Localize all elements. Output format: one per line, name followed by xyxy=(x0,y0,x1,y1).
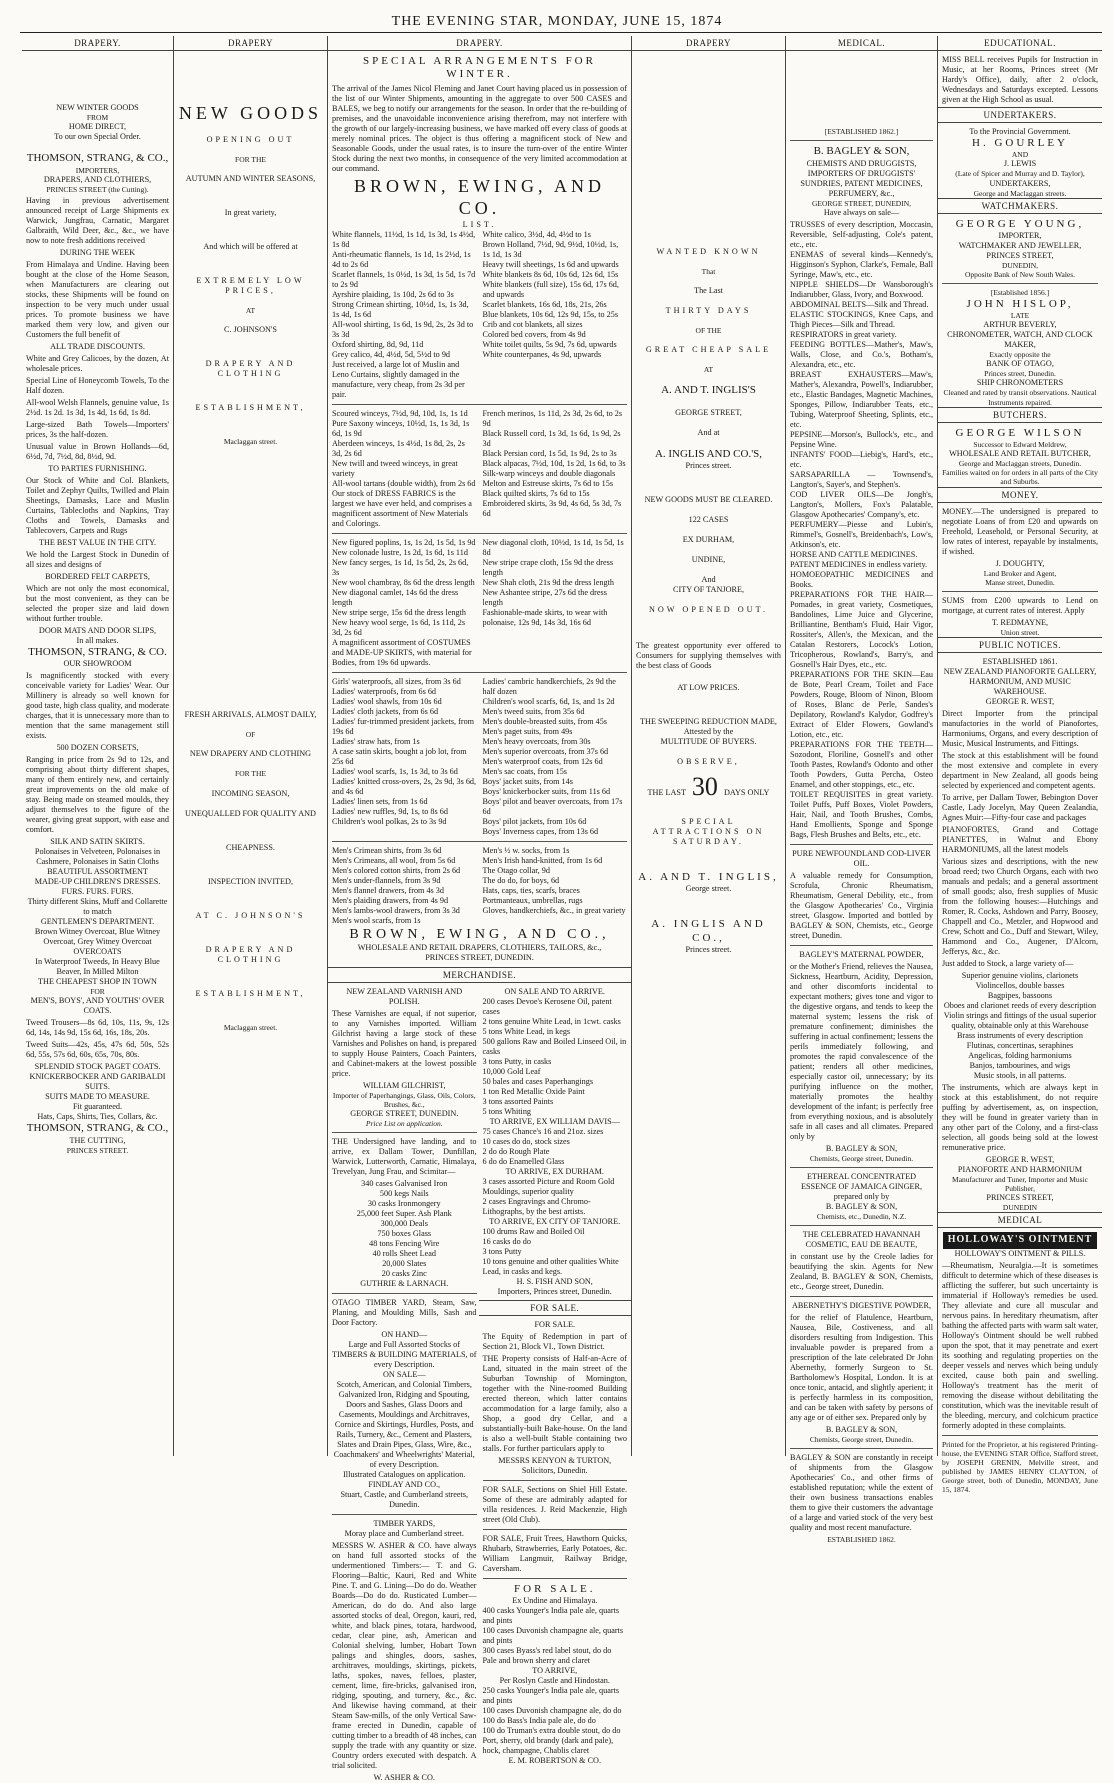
section-heading: DRAPERY. xyxy=(328,36,631,51)
column-1 xyxy=(22,36,174,1456)
heading: BORDERED FELT CARPETS, xyxy=(45,571,150,581)
paragraph: Tweed Trousers—8s 6d, 10s, 11s, 9s, 12s 6d, 14s, 14s 9d, 15s 6d, 16s, 18s, 20s. xyxy=(26,1018,169,1038)
heading: TO ARRIVE, EX WILLIAM DAVIS— xyxy=(489,1116,620,1126)
text: GEORGE STREET, DUNEDIN, xyxy=(811,198,912,208)
text: That xyxy=(701,266,716,276)
text: Land Broker and Agent, xyxy=(983,568,1057,578)
paragraph: THE Undersigned have landing, and to arrive, ex Dallam Tower, Dunfillan, Warwick, Lutterworth, Carnatic, Himalaya, Trevelyan, Jung Frau, and Scimitar— xyxy=(332,1137,477,1177)
firm-name: A. AND T. INGLIS, xyxy=(638,870,779,883)
firm-name: BROWN, EWING, AND CO. xyxy=(354,175,605,218)
firm-name: THOMSON, STRANG, & CO., xyxy=(26,1122,169,1135)
paragraph: Special Line of Honeycomb Towels, To the Half dozen. xyxy=(26,375,169,395)
text: [Established 1856.] xyxy=(990,288,1050,298)
text: Exactly opposite the xyxy=(989,350,1051,360)
thirty-days-line xyxy=(636,771,781,803)
heading: EX DURHAM, xyxy=(682,535,735,545)
heading: NEW ZEALAND VARNISH AND POLISH. xyxy=(346,986,463,1006)
heading: BEAUTIFUL ASSORTMENT xyxy=(47,867,148,877)
firm-name: JOHN HISLOP, xyxy=(966,297,1074,310)
heading: TO ARRIVE, EX DURHAM. xyxy=(505,1166,604,1176)
heading: THE SWEEPING REDUCTION MADE, xyxy=(640,717,777,727)
product-list: TRUSSES of every description, Moccasin, Reversible, Self-adjusting, Cole's patent, etc., etc. ENEMAS of several kinds—Kennedy's, Higginson's Syphon, Clarke's, Female, Ball Syringe, Maw's, etc., etc. NIPPLE SHIELDS—Dr Wansborough's Indiarubber, Glass, Ivory, and Boxwood. ABDOMINAL BELTS—Silk and Thread. ELASTIC STOCKINGS, Knee Caps, and Thigh Pieces—Silk and Thread. RESPIRATORS in great variety. FEEDING BOTTLES—Mather's, Maw's, Walls, Close, and Co.'s, Botham's, Alexandra, etc., etc. BREAST EXHAUSTERS—Maw's, Mather's, Alexandra, Powell's, Indiarubber, etc., Elastic Bandages, Magnetic Machines, Sponges, Pillow, Indiarubber Teats, etc., Tubing, Waterproof Sheeting, Splints, etc., etc. PEPSINE—Morson's, Bullock's, etc., and Pepsine Wine. INFANTS' FOOD—Liebig's, Hard's, etc., etc. SARSAPARILLA — Townsend's, Langton's, Sayer's, and Stephen's. COD LIVER OILS—De Jongh's, Langton's, Mollers, Fox's Palatable, Glasgow Apothecaries' Company's, etc. PERFUMERY—Piesse and Lubin's, Rimmel's, Gosnell's, Breidenbach's, Low's, Atkinson's, etc. HORSE AND CATTLE MEDICINES. PATENT MEDICINES in endless variety. HOMOEOPATHIC MEDICINES and Books. PREPARATIONS FOR THE HAIR—Pomades, in great variety, Cosmetiques, Bandolines, Lime Juice and Glycerine, Brilliantine, Bentham's Fluid, Hair Vigor, Rossiter's, Allen's, the Mexican, and the Catalan Restorers, Locock's Lotion, Tricopherous, Rowland's, Barry's, and Gosnell's Hair Dyes, etc., etc. PREPARATIONS FOR THE SKIN—Eau de Bote, Pearl Cream, Toilet and Face Powders, Rouge, Bloom of Ninon, Bloom of Roses, Blanc de Perle, Sandes's Depilatory, Rowland's Kalydor, Godfrey's Extract of Elder Flowers, Gowland's Lotion, etc., etc. PREPARATIONS FOR THE TEETH—Sozodont, Floriline, Gosnell's and other Tooth Pastes, Rowland's Odonto and other Tooth Powders, Gutta Percha, Osteo Enamel, and other stoppings, etc., etc. TOILET REQUISITES in great variety. Toilet Puffs, Puff Boxes, Violet Powders, Hair, Nail, and Tooth Brushes, Combs, Hand Emollients, Sponge and Sponge Bags, Flesh Brushes and Belts, etc., etc. xyxy=(790,219,933,839)
heading: EXTREMELY LOW PRICES, xyxy=(196,276,305,296)
heading: ABERNETHY'S DIGESTIVE POWDER, xyxy=(791,1300,932,1310)
text: Attested by the xyxy=(683,727,734,737)
section-heading: FOR SALE. xyxy=(479,1300,632,1316)
text: IMPORTERS OF DRUGGISTS' SUNDRIES, PATENT MEDICINES, xyxy=(800,168,923,188)
text: PRINCES STREET, xyxy=(986,1193,1054,1203)
heading: SPLENDID STOCK PAGET COATS. xyxy=(34,1062,161,1072)
holloway-banner xyxy=(942,1232,1098,1248)
text: DUNEDIN xyxy=(1002,1203,1038,1213)
text: HOME DIRECT, xyxy=(68,122,127,132)
columns xyxy=(22,36,1102,1783)
heading: LIST. xyxy=(462,219,497,229)
price-list xyxy=(332,846,627,926)
text: Princes street. xyxy=(685,945,732,955)
firm-name: H. GOURLEY xyxy=(972,136,1068,149)
paragraph: Is magnificently stocked with every conceivable variety for Ladies' Wear. Our Millinery is already so well known for good taste, high class quality, and moderate charges, that it is unnecessary more than to mention that the same management still exists. xyxy=(26,671,169,741)
paragraph: To arrive, per Dallam Tower, Bebington Dover Castle, Lady Jocelyn, May Queen Zealandia, Agnes Muir:—Fifty-four case and packages xyxy=(942,792,1098,822)
text: George and Maclaggan streets. xyxy=(973,188,1067,198)
text: Manufacturer and Tuner, Importer and Music Publisher, xyxy=(952,1174,1088,1194)
heading: UNDINE, xyxy=(691,555,726,565)
price-list-left: White flannels, 11½d, 1s 1d, 1s 3d, 1s 4½d, 1s 8d Anti-rheumatic flannels, 1s 1d, 1s 2½d, 1s 4d to 2s 6d Scarlet flannels, 1s 0½d, 1s 3d, 1s 5d, 1s 7d to 2s 9d Ayrshire plaiding, 1s 10d, 2s 6d to 3s Strong Crimean shirting, 10½d, 1s, 1s 3d, 1s 4d, 1s 6d All-wool shirting, 1s 6d, 1s 9d, 2s, 2s 3d to 3s 3d Oxford shirting, 8d, 9d, 11d Grey calico, 4d, 4½d, 5d, 5½d to 9d Just received, a large lot of Muslin and Leno Curtains, slightly damaged in the manufacture, very cheap, from 2s 3d per pair. xyxy=(332,229,476,399)
number-30: 30 xyxy=(691,772,718,802)
paragraph: Unusual value in Brown Hollands—6d, 6½d, 7d, 7½d, 8d, 8½d, 9d. xyxy=(26,441,169,461)
cargo-list: 3 cases assorted Picture and Room Gold Mouldings, superior quality 2 cases Engravings and Chromo-Lithographs, by the best artists. xyxy=(482,1176,615,1216)
text: Thirty different Skins, Muff and Collarette to match xyxy=(27,897,168,917)
paragraph: From Himalaya and Undine. Having been bought at the close of the Home Season, when Manufacturers are clearing out stocks, these Shipments will be found on inspection to be very much under usual prices. To promote business we have marked them very low, and given our Customers the full benefit of xyxy=(26,259,169,339)
cargo-list: 400 casks Younger's India pale ale, quarts and pints 100 cases Duvonish champagne ale, quarts and pints 300 cases Byass's red label stout, do do Pale and brown sherry and claret xyxy=(482,1606,624,1666)
text: Scotch, American, and Colonial Timbers, Galvanized Iron, Ridging and Spouting, Doors and Sashes, Glass Doors and Casements, Mouldings and Architraves, Cornice and Skirtings, Hurdles, Posts, and Rails, Turnery, &c., Cement and Plasters, Slates and Drain Pipes, Glass, Wire, &c., Coachmakers' and Wheelwrights' Material, of every Description. xyxy=(333,1380,475,1470)
text: Ex Undine and Himalaya. xyxy=(512,1596,598,1606)
paragraph: White and Grey Calicoes, by the dozen, At wholesale prices. xyxy=(26,353,169,373)
paragraph: THE Property consists of Half-an-Acre of Land, situated in the main street of the Suburban Township of Mornington, together with the Nine-roomed Building erected thereon, which latter contains accommodation for a large family, also a Shop, a good dry Cellar, and a substantially-built Bake-house. On the land is also a well-built Stable containing two stalls. For further particulars apply to xyxy=(482,1353,627,1453)
text: J. DOUGHTY, xyxy=(995,558,1045,568)
heading: FRESH ARRIVALS, ALMOST DAILY, xyxy=(184,710,317,720)
paragraph: A valuable remedy for Consumption, Scrofula, Chronic Rheumatism, Rheumatism, General Debility, etc., from the Glasgow Apothecaries' Co., Virginia street, Glasgow. Imported and bottled by BAGLEY & SON, Chemists, etc., George street, Dunedin. xyxy=(790,870,933,940)
section-heading: DRAPERY xyxy=(174,36,327,51)
paragraph: Large-sized Bath Towels—Importers' prices, 3s the half-dozen. xyxy=(26,419,169,439)
paragraph: BAGLEY & SON are constantly in receipt of shipments from the Glasgow Apothecaries' Co., and other firms of established reputation; while the extent of their own business transactions enables them to give their customers the advantage of a large and varied stock of the very best quality and most recent manufacture. xyxy=(790,1453,933,1533)
paragraph: Just added to Stock, a large variety of— xyxy=(942,958,1074,968)
text: In Waterproof Tweeds, In Heavy Blue Beaver, In Milled Milton xyxy=(35,957,160,977)
heading: PURE NEWFOUNDLAND COD-LIVER OIL. xyxy=(792,848,931,868)
text: B. BAGLEY & SON, xyxy=(825,1143,898,1153)
heading: KNICKERBOCKER AND GARIBALDI SUITS. xyxy=(29,1072,166,1092)
masthead: THE EVENING STAR, MONDAY, JUNE 15, 1874 xyxy=(391,14,723,29)
text: B. BAGLEY & SON, xyxy=(825,1201,898,1211)
heading: SHIP CHRONOMETERS xyxy=(976,378,1064,388)
section-heading: MEDICAL. xyxy=(786,36,937,51)
text: IMPORTER, xyxy=(998,231,1042,241)
text: Families waited on for orders in all parts of the City and Suburbs. xyxy=(942,468,1098,487)
heading: TO ARRIVE, xyxy=(532,1666,578,1676)
text: Moray place and Cumberland street. xyxy=(344,1529,464,1539)
instrument-list: Superior genuine violins, clarionets Violincellos, double basses Bagpipes, bassoons Oboes and clarionet reeds of every description Violin strings and fittings of the usual superior quality, obtainable only at this Warehouse Brass instruments of every description Flutinas, concertinas, seraphines Angelicas, folding harmoniums Banjos, tambourines, and wigs Music stools, in all patterns. xyxy=(943,970,1097,1080)
heading: SILK AND SATIN SKIRTS. xyxy=(50,837,145,847)
merchandise-block xyxy=(332,987,627,1783)
text: Hats, Caps, Shirts, Ties, Collars, &c. xyxy=(37,1112,158,1122)
heading: MULTITUDE OF BUYERS. xyxy=(660,737,757,747)
paragraph: Direct Importer from the principal manufactories in the world of Pianofortes, Harmoniums, Organs, and every description of Music, Musical Instruments, and Fittings. xyxy=(942,708,1098,748)
text: CHRONOMETER, WATCH, AND CLOCK MAKER, xyxy=(947,330,1093,350)
price-list-right: Men's ½ w. socks, from 1s Men's Irish hand-knitted, from 1s 6d The Otago collar, 9d The do do, for boys, 6d Hats, caps, ties, scarfs, braces Portmanteaux, umbrellas, rugs Gloves, handkerchiefs, &c., in great variety xyxy=(482,845,626,915)
text: DRAPERS, AND CLOTHIERS, xyxy=(43,174,152,184)
price-list xyxy=(332,409,627,529)
section-heading: MEDICAL xyxy=(938,1212,1102,1228)
text: J. LEWIS xyxy=(1003,159,1037,169)
section-heading: MONEY. xyxy=(938,487,1102,503)
text: Successor to Edward Meldrew, xyxy=(973,440,1067,450)
paragraph: OTAGO TIMBER YARD, Steam, Saw, Planing, and Moulding Mills, Sash and Door Factory. xyxy=(332,1298,477,1328)
text: Have always on sale— xyxy=(823,207,900,217)
paragraph: Having in previous advertisement announced receipt of Large Shipments ex Warwick, Jungfrau, Carnatic, Margaret Galbraith, Wild Deer, &c., &c., we have now to note fresh additions received xyxy=(26,195,169,245)
heading: MADE-UP CHILDREN'S DRESSES. xyxy=(34,877,161,887)
text: IMPORTERS, xyxy=(75,165,120,175)
heading: ALL TRADE DISCOUNTS. xyxy=(50,341,145,351)
text: PRINCES STREET, DUNEDIN. xyxy=(425,952,534,962)
text: OF THE xyxy=(695,326,722,336)
paragraph: The stock at this establishment will be found the most extensive and complete in every department in New Zealand, all goods being selected by experienced and competent agents. xyxy=(942,750,1098,790)
text: To our own Special Order. xyxy=(54,132,141,142)
text: Large and Full Assorted Stocks of TIMBERS & BUILDING MATERIALS, of every Description. xyxy=(332,1340,477,1370)
text: And xyxy=(701,575,716,585)
text: AT xyxy=(245,306,256,316)
firm-name: B. BAGLEY & SON, xyxy=(813,145,910,158)
text: Importer of Paperhangings, Glass, Oils, Colors, Brushes, &c., xyxy=(332,1090,476,1109)
text: AND xyxy=(1011,150,1029,160)
text: WHOLESALE AND RETAIL DRAPERS, CLOTHIERS, TAILORS, &c., xyxy=(357,942,602,952)
heading: OVERCOATS xyxy=(73,947,122,957)
text: GEORGE R. WEST, xyxy=(985,696,1055,706)
text: Stuart, Castle, and Cumberland streets, Dunedin. xyxy=(340,1490,469,1510)
price-list-left: Scoured winceys, 7½d, 9d, 10d, 1s, 1s 1d Pure Saxony winceys, 10½d, 1s, 1s 3d, 1s 6d, 1s 9d Aberdeen winceys, 1s 4½d, 1s 8d, 2s, 2s 3d, 2s 6d New twill and tweed winceys, in great variety All-wool tartans (double width), from 2s 6d Our stock of DRESS FABRICS is the largest we have ever held, and comprises a magnificent assortment of New Materials and Colorings. xyxy=(332,408,476,528)
text: Maclaggan street. xyxy=(223,1022,278,1032)
cargo-list: 75 cases Chance's 16 and 21oz. sizes 10 cases do do, stock sizes 2 do do Rough Plate 6 do do Enamelled Glass xyxy=(482,1126,604,1166)
text: Maclaggan street. xyxy=(223,437,278,447)
heading: THIRTY DAYS xyxy=(665,306,752,316)
text: GEORGE STREET, xyxy=(675,407,742,417)
text: And at xyxy=(697,427,720,437)
text: LATE xyxy=(1010,310,1030,320)
heading: ON SALE— xyxy=(382,1370,426,1380)
text: FOR xyxy=(90,987,105,997)
heading: NEW WINTER GOODS xyxy=(56,102,139,112)
price-list-left: Girls' waterproofs, all sizes, from 3s 6d Ladies' waterproofs, from 6s 6d Ladies' wool shawls, from 10s 6d Ladies' cloth jackets, from 6s 6d Ladies' fur-trimmed president jackets, from 19s 6d Ladies' straw hats, from 1s A case satin skirts, bought a job lot, from 25s 6d Ladies' wool scarfs, 1s, 1s 3d, to 3s 6d Ladies' knitted cross-overs, 2s, 2s 9d, 3s 6d, and 4s 6d Ladies' linen sets, from 1s 6d Ladies' new ruffles, 9d, 1s, to 8s 6d Children's wool polkas, 2s to 3s 9d xyxy=(332,676,477,826)
text: Chemists, George street, Dunedin. xyxy=(809,1153,914,1163)
text: PRINCES STREET (the Cutting). xyxy=(46,184,149,194)
text: Opposite Bank of New South Wales. xyxy=(964,270,1076,280)
paragraph: These Varnishes are equal, if not superior, to any Varnishes imported. William Gilchrist having a large stock of these Varnishes and Polishes on hand, is prepared to supply House Painters, Coach Painters, and Cabinet-makers at the lowest possible price. xyxy=(332,1008,477,1078)
cargo-list: 250 casks Younger's India pale ale, quarts and pints 100 cases Duvonish champagne ale, do do 100 do Bass's India pale ale, do do 100 do Truman's extra double stout, do do Port, sherry, old brandy (dark and pale), hock, champagne, Chablis claret xyxy=(482,1686,622,1756)
text: CHEMISTS AND DRUGGISTS, xyxy=(806,158,917,168)
text: DUNEDIN, xyxy=(1001,261,1039,271)
text: T. REDMAYNE, xyxy=(991,617,1049,627)
price-list-left: New figured poplins, 1s, 1s 2d, 1s 5d, 1s 9d New colonade lustre, 1s 2d, 1s 6d, 1s 11d New fancy serges, 1s 1d, 1s 5d, 2s, 2s 6d, 3s New wool chambray, 8s 6d the dress length New diagonal camlet, 14s 6d the dress length New stripe serge, 15s 6d the dress length New heavy wool serge, 1s 6d, 1s 11d, 2s 3d, 2s 6d A magnificent assortment of COSTUMES and MADE-UP SKIRTS, with material for Bodies, from 19s 6d upwards. xyxy=(332,537,476,667)
firm-name: H. S. FISH AND SON, xyxy=(516,1276,593,1286)
heading: ESTABLISHMENT, xyxy=(195,988,306,998)
heading: GREAT CHEAP SALE xyxy=(645,345,772,355)
heading: TO ARRIVE, EX CITY OF TANJORE. xyxy=(489,1216,621,1226)
paragraph: —Rheumatism, Neuralgia.—It is sometimes difficult to determine which of these diseases is afflicting the sufferer, but such uncertainty is immaterial if Holloway's remedies be used. They alleviate and cure all muscular and nervous pains. In hereditary rheumatism, after bathing the affected parts with warm salt water, Holloway's Ointment should be well rubbed upon the spot, that it may penetrate and exert its soothing and regulating properties on the deeper vessels and nerves which being unduly excited, cause both pain and swelling. Holloway's treatment has the merit of removing the disease without debilitating the constitution, which was the inevitable result of the bleeding, mercury, and colchicum practice formerly adopted in these complaints. xyxy=(942,1260,1098,1430)
text: PRINCES STREET. xyxy=(66,1145,129,1155)
section-heading: DRAPERY xyxy=(632,36,785,51)
heading: CITY OF TANJORE, xyxy=(673,585,744,595)
paragraph: FOR SALE, Sections on Shiel Hill Estate. Some of these are admirably adapted for villa residences. J. Reid Mackenzie, High street (Old Club). xyxy=(482,1484,627,1524)
heading: NEW ZEALAND PIANOFORTE GALLERY, HARMONIUM, AND MUSIC WAREHOUSE. xyxy=(943,666,1097,696)
price-list-right: New diagonal cloth, 10½d, 1s 1d, 1s 5d, 1s 8d New stripe crape cloth, 15s 9d the dress length New Shah cloth, 21s 9d the dress length New Ashantee stripe, 27s 6d the dress length Fashionable-made skirts, to wear with polonaise, 12s 9d, 14s 3d, 16s 6d xyxy=(482,537,624,627)
heading: FOR SALE. xyxy=(514,1582,596,1595)
paragraph: SUMS from £200 upwards to Lend on mortgage, at current rates of interest. Apply xyxy=(942,595,1098,615)
heading: FOR SALE. xyxy=(534,1319,575,1329)
heading: AT C. JOHNSON'S xyxy=(195,910,306,920)
text: FROM xyxy=(86,112,109,122)
masthead-rule xyxy=(20,32,1102,33)
text: FOR THE xyxy=(235,769,266,779)
paragraph: We hold the Largest Stock in Dunedin of all sizes and designs of xyxy=(26,549,169,569)
text: THE LAST xyxy=(647,788,686,798)
section-heading: BUTCHERS. xyxy=(938,407,1102,423)
text: WILLIAM GILCHRIST, xyxy=(362,1080,446,1090)
heading: AUTUMN AND WINTER SEASONS, xyxy=(185,174,316,184)
text: Brown Witney Overcoat, Blue Witney Overcoat, Grey Witney Overcoat xyxy=(34,927,161,947)
text: BANK OF OTAGO, xyxy=(986,359,1054,369)
column-4 xyxy=(632,36,786,1456)
heading: NEW GOODS xyxy=(178,102,323,123)
text: B. BAGLEY & SON, xyxy=(825,1424,898,1434)
firm-name: THOMSON, STRANG, & CO. xyxy=(28,645,167,658)
text: George street. xyxy=(685,884,732,894)
heading: UNEQUALLED FOR QUALITY AND xyxy=(185,808,316,818)
heading: NOW OPENED OUT. xyxy=(648,605,769,615)
text: FOR THE xyxy=(235,154,266,164)
price-list xyxy=(332,677,627,837)
text: PIANOFORTE AND HARMONIUM xyxy=(957,1164,1083,1174)
heading: DOOR MATS AND DOOR SLIPS, xyxy=(38,625,157,635)
text: Illustrated Catalogues on application. xyxy=(343,1470,466,1480)
heading: NEW GOODS MUST BE CLEARED. xyxy=(644,495,773,505)
text: George and Maclaggan streets, Dunedin. xyxy=(958,459,1082,469)
cargo-list: 100 drums Raw and Boiled Oil 16 casks do do 3 tons Putty 10 tons genuine and other qualities White Lead, in casks and kegs. xyxy=(482,1226,619,1276)
heading: SPECIAL ATTRACTIONS ON SATURDAY. xyxy=(652,816,765,846)
paragraph: The arrival of the James Nicol Fleming and Janet Court having placed us in possession of the list of our Winter Shipments, amounting in the aggregate to over 500 CASES and BALES, we beg to notify our arrangements for the season. In order that the re-building of premises, and the unavoidable inconvenience arising therefrom, may not interfere with the growth of our largely-increasing business, we have marked off every class of goods at merely nominal prices. The object is thus offering a magnificent stock of New and Seasonable Goods, under the usual rates, is to insure the turn-over of the entire Winter Stock during the next two months, in consequence of the very limited accommodation at our command. xyxy=(332,83,627,173)
text: prepared only by xyxy=(833,1191,890,1201)
heading: DURING THE WEEK xyxy=(59,247,136,257)
text: ESTABLISHED 1862. xyxy=(827,1535,896,1545)
text: OF xyxy=(245,730,256,740)
heading: GENTLEMEN'S DEPARTMENT. xyxy=(40,917,155,927)
heading: CHEAPNESS. xyxy=(226,842,275,852)
text: And which will be offered at xyxy=(203,242,298,252)
heading: TIMBER YARDS, xyxy=(373,1519,436,1529)
section-heading: UNDERTAKERS. xyxy=(938,107,1102,123)
merchandise-left xyxy=(332,987,477,1783)
text: Manse street, Dunedin. xyxy=(985,577,1055,587)
heading: C. JOHNSON'S xyxy=(224,325,277,335)
section-heading: DRAPERY. xyxy=(22,36,173,51)
heading: ETHEREAL CONCENTRATED ESSENCE OF JAMAICA GINGER, xyxy=(800,1171,922,1191)
heading: DRAPERY AND CLOTHING xyxy=(205,944,296,964)
text: UNDERTAKERS, xyxy=(989,178,1051,188)
text: GEORGE STREET, DUNEDIN. xyxy=(350,1109,459,1119)
text: Solicitors, Dunedin. xyxy=(521,1465,588,1475)
imprint: Printed for the Proprietor, at his registered Printing-house, the EVENING STAR Office, Stafford street, by JOSEPH GRENIN, Melville street, and published by JAMES HENRY CLAYTON, of George street, both of Dunedin, MONDAY, June 15, 1874. xyxy=(942,1439,1098,1495)
paragraph: MONEY.—The undersigned is prepared to negotiate Loans of from £20 and upwards on Freehold, Leasehold, or Personal Security, at low rates of interest, repayable by instalments, if wished. xyxy=(942,506,1098,556)
paragraph: MISS BELL receives Pupils for Instruction in Music, at her Rooms, Princes street (Mr Hardy's Office), daily, after 2 o'clock, Wednesdays and Saturdays excepted. Lessons given at the High School as usual. xyxy=(942,54,1098,104)
merchandise-right xyxy=(483,987,628,1783)
heading: DRAPERY AND CLOTHING xyxy=(205,359,296,379)
text: The Last xyxy=(694,286,723,296)
heading: FURS. FURS. FURS. xyxy=(61,887,134,897)
text: Princes street. xyxy=(685,461,732,471)
paragraph: Various sizes and descriptions, with the new broad reed; two Church Organs, each with two manuals and pedals; and a general assortment of small goods; also, fresh supplies of Music from the following houses:—Hutchings and Romer, R. Cocks, Ashdown and Parry, Boosey, Chappell and Co., Metzler, and Hopwood and Crew, Schott and Co., Duff and Stewart, Wiley, Hammond and Co., Augener, D'Alcorn, Jefferys, &c., &c. xyxy=(942,856,1098,956)
firm-name: A. AND T. INGLIS'S xyxy=(661,384,756,397)
heading: THE CELEBRATED HAVANNAH COSMETIC, EAU DE BEAUTE, xyxy=(802,1229,921,1249)
price-list xyxy=(332,230,627,400)
heading: TO PARTIES FURNISHING. xyxy=(48,463,147,473)
text: DAYS ONLY xyxy=(723,788,770,798)
heading: ON SALE AND TO ARRIVE. xyxy=(504,986,605,996)
price-list xyxy=(332,538,627,668)
column-6 xyxy=(938,36,1102,1495)
heading: THE CHEAPEST SHOP IN TOWN xyxy=(38,977,157,987)
text: In all makes. xyxy=(76,635,119,645)
heading: AT LOW PRICES. xyxy=(677,683,740,693)
heading: 122 CASES xyxy=(688,515,729,525)
column-5 xyxy=(786,36,938,1545)
text: Chemists, George street, Dunedin. xyxy=(809,1434,914,1444)
firm-name: THOMSON, STRANG, & CO., xyxy=(26,152,169,165)
paragraph: The instruments, which are always kept in stock at this establishment, do not require puffing by advertisement, as, on inspection, they will be found in greater variety than in any other part of the Colony, and a first-class selection, all goods being sold at the lowest remunerative price. xyxy=(942,1082,1098,1152)
text: Polonaises in Velveteen, Polonaises in Cashmere, Polonaises in Satin Cloths xyxy=(34,847,161,867)
text: GEORGE R. WEST, xyxy=(985,1154,1055,1164)
heading: 500 DOZEN CORSETS, xyxy=(56,743,139,753)
text: WATCHMAKER AND JEWELLER, xyxy=(958,241,1082,251)
text: WHOLESALE AND RETAIL BUTCHER, xyxy=(949,449,1091,459)
firm-name: GEORGE YOUNG, xyxy=(955,217,1085,230)
text: PRINCES STREET, xyxy=(986,251,1054,261)
paragraph: in constant use by the Creole ladies for beautifying the skin. Agents for New Zealand, B. BAGLEY & SON, Chemists, etc., George street, Dunedin. xyxy=(790,1251,933,1291)
section-heading: WATCHMAKERS. xyxy=(938,198,1102,214)
heading: THE BEST VALUE IN THE CITY. xyxy=(38,537,157,547)
heading: WANTED KNOWN xyxy=(656,246,761,256)
price-list-left: Men's Crimean shirts, from 3s 6d Men's Crimeans, all wool, from 5s 6d Men's colored cotton shirts, from 2s 6d Men's under-flannels, from 3s 9d Men's flannel drawers, from 4s 3d Men's plaiding drawers, from 4s 9d Men's lambs-wool drawers, from 3s 3d Men's wool scarfs, from 1s xyxy=(332,845,461,925)
firm-name: E. M. ROBERTSON & CO. xyxy=(508,1756,602,1766)
price-list-right: White calico, 3½d, 4d, 4½d to 1s Brown Holland, 7½d, 9d, 9½d, 10½d, 1s, 1s 1d, 1s 3d Heavy twill sheetings, 1s 6d and upwards White blankets 8s 6d, 10s 6d, 12s 6d, 15s White blankets (full size), 15s 6d, 17s 6d, and upwards Scarlet blankets, 16s 6d, 18s, 21s, 26s Blue blankets, 10s 6d, 12s 9d, 15s, to 25s Crib and cot blankets, all sizes Colored bed covers, from 4s 9d White toilet quilts, 5s 9d, 7s 6d, upwards White counterpanes, 4s 9d, upwards xyxy=(482,229,619,359)
heading: INSPECTION INVITED, xyxy=(207,876,294,886)
heading: BAGLEY'S MATERNAL POWDER, xyxy=(799,949,924,959)
heading: NEW DRAPERY AND CLOTHING xyxy=(189,749,312,759)
firm-name: W. ASHER & CO. xyxy=(373,1773,435,1783)
firm-name: MESSRS KENYON & TURTON, xyxy=(498,1455,612,1465)
text: Per Roslyn Castle and Hindostan. xyxy=(499,1676,610,1686)
paragraph: or the Mother's Friend, relieves the Nausea, Sickness, Heartburn, Acidity, Depression, and other discomforts incidental to expectant mothers; gives tone and vigor to the digestive organs, and tends to keep the maternal system; lessens the risk of premature confinement; diminishes the suffering in actual confinement; lessens the perils immediately following, and promotes the rapid convalescence of the patient; renders all other medicines, especially castor oil, unnecessary; by its purifying influence on the mother, materially promotes the healthy development of the infant; is perfectly free from everything noxious, and is absolutely safe in all cases and all climates. Prepared only by xyxy=(790,961,933,1141)
paragraph: The greatest opportunity ever offered to Consumers for supplying themselves with the best class of Goods xyxy=(636,641,781,671)
heading: INCOMING SEASON, xyxy=(211,788,290,798)
text: Price List on application. xyxy=(365,1119,443,1129)
firm-name: FINDLAY AND CO., xyxy=(368,1480,441,1490)
column-3 xyxy=(328,36,632,1783)
heading: ESTABLISHMENT, xyxy=(195,403,306,413)
heading: ON HAND— xyxy=(381,1330,428,1340)
firm-name: A. INGLIS AND CO.'S, xyxy=(654,447,763,460)
text: PERFUMERY, &c., xyxy=(828,188,895,198)
column-2 xyxy=(174,36,328,1456)
paragraph: Our Stock of White and Col. Blankets, Toilet and Zephyr Quilts, Twilled and Plain Sheetings, Damasks, Lace and Muslin Curtains, Tablecloths and Napkins, Tray Cloths and Towels, Damasks and Tablecovers, Carpets and Rugs xyxy=(26,475,169,535)
text: ARTHUR BEVERLY, xyxy=(983,320,1057,330)
heading: OBSERVE, xyxy=(677,757,740,767)
paragraph: MESSRS W. ASHER & CO. have always on hand full assorted stocks of the undermentioned Timbers:— T. and G. Flooring—Baltic, Kauri, Red and White Pine. T. and G. Lining—Do do do. Weather Boards—Do do do. Rusticated Lumber—American, do do do. And also large assorted stocks of deal, Oregon, kauri, red, white, and black pines, totara, hardwood, cedar, clear pine, ash, American and Colonial shelving, lumber, Hobart Town palings and shingles, doors, sashes, architraves, mouldings, skirtings, pickets, laths, spokes, naves, felloes, plaster, cement, lime, fire-bricks, galvanised iron, ridging, spouting, and turnery, &c., &c. And likewise having command, at their Steam Saw-mills, of the only Vertical Saw-frame erected in Dunedin, capable of cutting timber to a breadth of 48 inches, can supply the trade with any quantity or size. Country orders executed with despatch. A trial solicited. xyxy=(332,1541,477,1771)
paragraph: FOR SALE, Fruit Trees, Hawthorn Quicks, Rhubarb, Strawberries, Early Potatoes, &c. William Langmuir, Railway Bridge, Caversham. xyxy=(482,1533,627,1573)
section-heading: EDUCATIONAL. xyxy=(938,36,1102,51)
text: (Late of Spicer and Murray and D. Taylor), xyxy=(955,169,1085,179)
section-heading: PUBLIC NOTICES. xyxy=(938,637,1102,653)
price-list-right: French merinos, 1s 11d, 2s 3d, 2s 6d, to 2s 9d Black Russell cord, 1s 3d, 1s 6d, 1s 9d, 2s 3d Black Persian cord, 1s 5d, 1s 9d, 2s to 3s Black alpacas, 7½d, 10d, 1s 2d, 1s 6d, to 3s Silk-warp winceys and double diagonals Melton and Estreuse skirts, 7s 6d to 15s Black quilted skirts, 7s 6d to 15s Embroidered skirts, 3s 9d, 4s 6d, 5s 3d, 7s 6d xyxy=(482,408,626,518)
paragraph: Which are not only the most economical, but the most convenient, as they can be selected the proper size and laid down without further trouble. xyxy=(26,583,169,623)
text: [ESTABLISHED 1862.] xyxy=(824,126,899,136)
text: To the Provincial Government. xyxy=(969,126,1071,136)
firm-name: A. INGLIS AND CO., xyxy=(651,918,766,944)
text: ESTABLISHED 1861. xyxy=(982,656,1058,666)
cargo-list: 200 cases Devoe's Kerosene Oil, patent cases 2 tons genuine White Lead, in 1cwt. casks 5 tons White Lead, in kegs 500 gallons Raw and Boiled Linseed Oil, in casks 3 tons Putty, in casks 10,000 Gold Leaf 50 bales and cases Paperhangings 1 ton Red Metallic Oxide Paint 3 tons assorted Paints 5 tons Whiting xyxy=(482,996,627,1116)
paragraph: All-wool Welsh Flannels, genuine value, 1s 2½d. 1s 2d. 1s 3d, 1s 4d, 1s 6d, 1s 8d. xyxy=(26,397,169,417)
text: Union street. xyxy=(1000,627,1040,637)
holloway-badge: HOLLOWAY'S OINTMENT xyxy=(943,1232,1098,1248)
heading: OPENING OUT xyxy=(206,134,295,144)
text: Chemists, etc., Dunedin, N.Z. xyxy=(816,1211,907,1221)
paragraph: Ranging in price from 2s 9d to 12s, and comprising about thirty different shapes, many of them entirely new, and certainly great improvements on the old make of stay. Being made on steamed moulds, they adjust themselves to the figure of the wearer, giving great support, with ease and comfort. xyxy=(26,755,169,835)
text: In great variety, xyxy=(224,208,277,218)
firm-name: GEORGE WILSON xyxy=(955,426,1085,439)
paragraph: for the relief of Flatulence, Heartburn, Nausea, Bile, Costiveness, and all disorders resulting from Indigestion. This invaluable powder is prepared from a prescription of the late celebrated Dr John Abernethy, formerly Surgeon to St. Bartholomew's Hospital, London. It is at once tonic, antacid, and slightly aperient; it is perfectly harmless in its composition, and can be taken with safety by persons of any age or of either sex. Prepared only by xyxy=(790,1312,933,1422)
paragraph: PIANOFORTES, Grand and Cottage PIANETTES, in Walnut and Ebony HARMONIUMS, all the latest models xyxy=(942,824,1098,854)
firm-name: BROWN, EWING, AND CO., xyxy=(349,926,610,942)
heading: OUR SHOWROOM xyxy=(63,659,132,669)
text: Fit guaranteed. xyxy=(72,1102,123,1112)
text: Importers, Princes street, Dunedin. xyxy=(497,1286,612,1296)
firm-name: GUTHRIE & LARNACH. xyxy=(360,1279,449,1289)
text: THE CUTTING, xyxy=(69,1135,126,1145)
text: Princes street, Dunedin. xyxy=(984,369,1056,379)
cargo-list: 340 cases Galvanised Iron 500 kegs Nails 30 casks Ironmongery 25,000 feet Super. Ash Plank 300,000 Deals 750 boxes Glass 48 tons Fencing Wire 40 rolls Sheet Lead 20,000 Slates 20 casks Zinc xyxy=(356,1179,452,1279)
text: AT xyxy=(703,365,714,375)
paragraph: Tweed Suits—42s, 45s, 47s 6d, 50s, 52s 6d, 55s, 57s 6d, 60s, 65s, 70s, 80s. xyxy=(26,1040,169,1060)
heading: HOLLOWAY'S OINTMENT & PILLS. xyxy=(954,1248,1086,1258)
text: Cleaned and rated by transit observations. Nautical Instruments repaired. xyxy=(943,388,1097,407)
heading: SUITS MADE TO MEASURE. xyxy=(45,1092,150,1102)
section-heading: MERCHANDISE. xyxy=(328,967,631,983)
heading: SPECIAL ARRANGEMENTS FOR WINTER. xyxy=(363,54,596,81)
heading: MEN'S, BOYS', AND YOUTHS' OVER COATS. xyxy=(30,996,165,1016)
price-list-right: Ladies' cambric handkerchiefs, 2s 9d the half dozen Children's wool scarfs, 6d, 1s, and 1s 2d Men's tweed suits, from 35s 6d Men's double-breasted suits, from 45s Men's paget suits, from 49s Men's heavy overcoats, from 30s Men's superior overcoats, from 37s 6d Men's waterproof coats, from 12s 6d Men's sac coats, from 15s Boys' jacket suits, from 14s Boys' knickerbocker suits, from 11s 6d Boys' pilot and beaver overcoats, from 17s 6d Boys' pilot jackets, from 10s 6d Boys' Inverness capes, from 13s 6d xyxy=(482,676,623,836)
paragraph: The Equity of Redemption in part of Section 21, Block VI., Town District. xyxy=(482,1331,627,1351)
